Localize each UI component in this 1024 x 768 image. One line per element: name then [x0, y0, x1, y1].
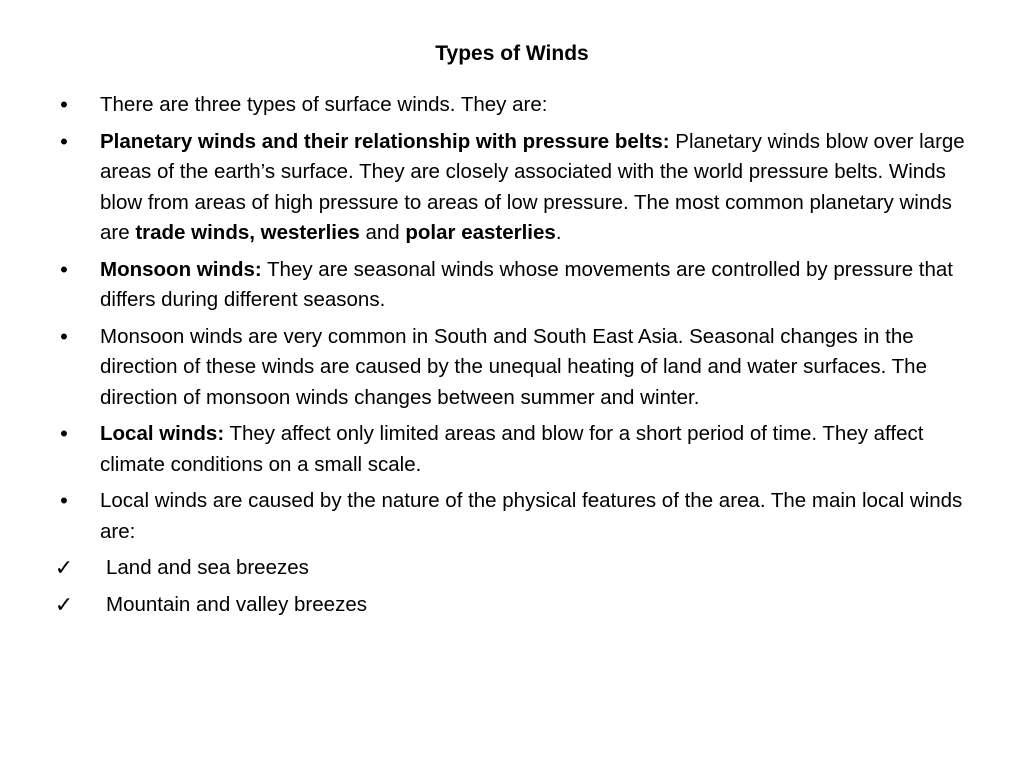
slide-title: Types of Winds [435, 42, 589, 65]
list-item [52, 419, 972, 480]
list-item [52, 486, 972, 547]
text-run: . [555, 221, 562, 244]
list-item-text [100, 486, 972, 547]
text-run: Local winds are caused by the nature of the physical features of the area. The main local winds are: [100, 489, 963, 543]
list-item [52, 322, 972, 414]
checklist-item-text: Land and sea breezes [106, 556, 309, 579]
bold-term: Planetary winds and their relationship with pressure belts: [100, 129, 670, 153]
bold-term: trade winds, westerlies [135, 221, 360, 244]
text-run: There are three types of surface winds. They are: [100, 93, 548, 116]
list-item-text [100, 322, 972, 414]
list-item-text [100, 127, 972, 249]
list-item [52, 255, 972, 316]
text-run: They affect only limited areas and blow for a short period of time. They affect climate conditions on a small scale. [100, 422, 924, 476]
text-run: and [359, 221, 406, 244]
list-item-text [100, 255, 972, 316]
text-run: Monsoon winds are very common in South and South East Asia. Seasonal changes in the direction of these winds are caused by the unequal heating of land and water surfaces. The direction of monsoon winds changes between summer and winter. [100, 324, 927, 409]
list-item-text [100, 419, 972, 480]
checkmark-icon: ✓ [54, 555, 74, 580]
bullet-icon: • [60, 92, 68, 117]
bullet-icon: • [60, 488, 68, 513]
bold-term: Local winds: [100, 422, 225, 445]
bullet-list [52, 90, 972, 626]
text-run: Planetary winds blow over large areas of the earth’s surface. They are closely associated with the world pressure belts. Winds blow from areas of high pressure to areas of low pressure. The most common planetary winds are [100, 129, 965, 244]
checklist-item [52, 553, 972, 584]
checkmark-icon: ✓ [54, 591, 74, 617]
bold-term: polar easterlies [405, 221, 556, 244]
list-item [52, 90, 972, 121]
list-item-text [100, 90, 972, 121]
checklist-item [52, 590, 972, 621]
bullet-icon: • [60, 323, 68, 349]
bold-term: Monsoon winds: [100, 257, 262, 281]
list-item [52, 127, 972, 249]
bullet-icon: • [60, 128, 68, 154]
text-run: They are seasonal winds whose movements are controlled by pressure that differs during different seasons. [100, 257, 953, 311]
checklist-item-text: Mountain and valley breezes [106, 592, 367, 616]
bullet-icon: • [60, 421, 68, 446]
bullet-icon: • [60, 256, 68, 282]
